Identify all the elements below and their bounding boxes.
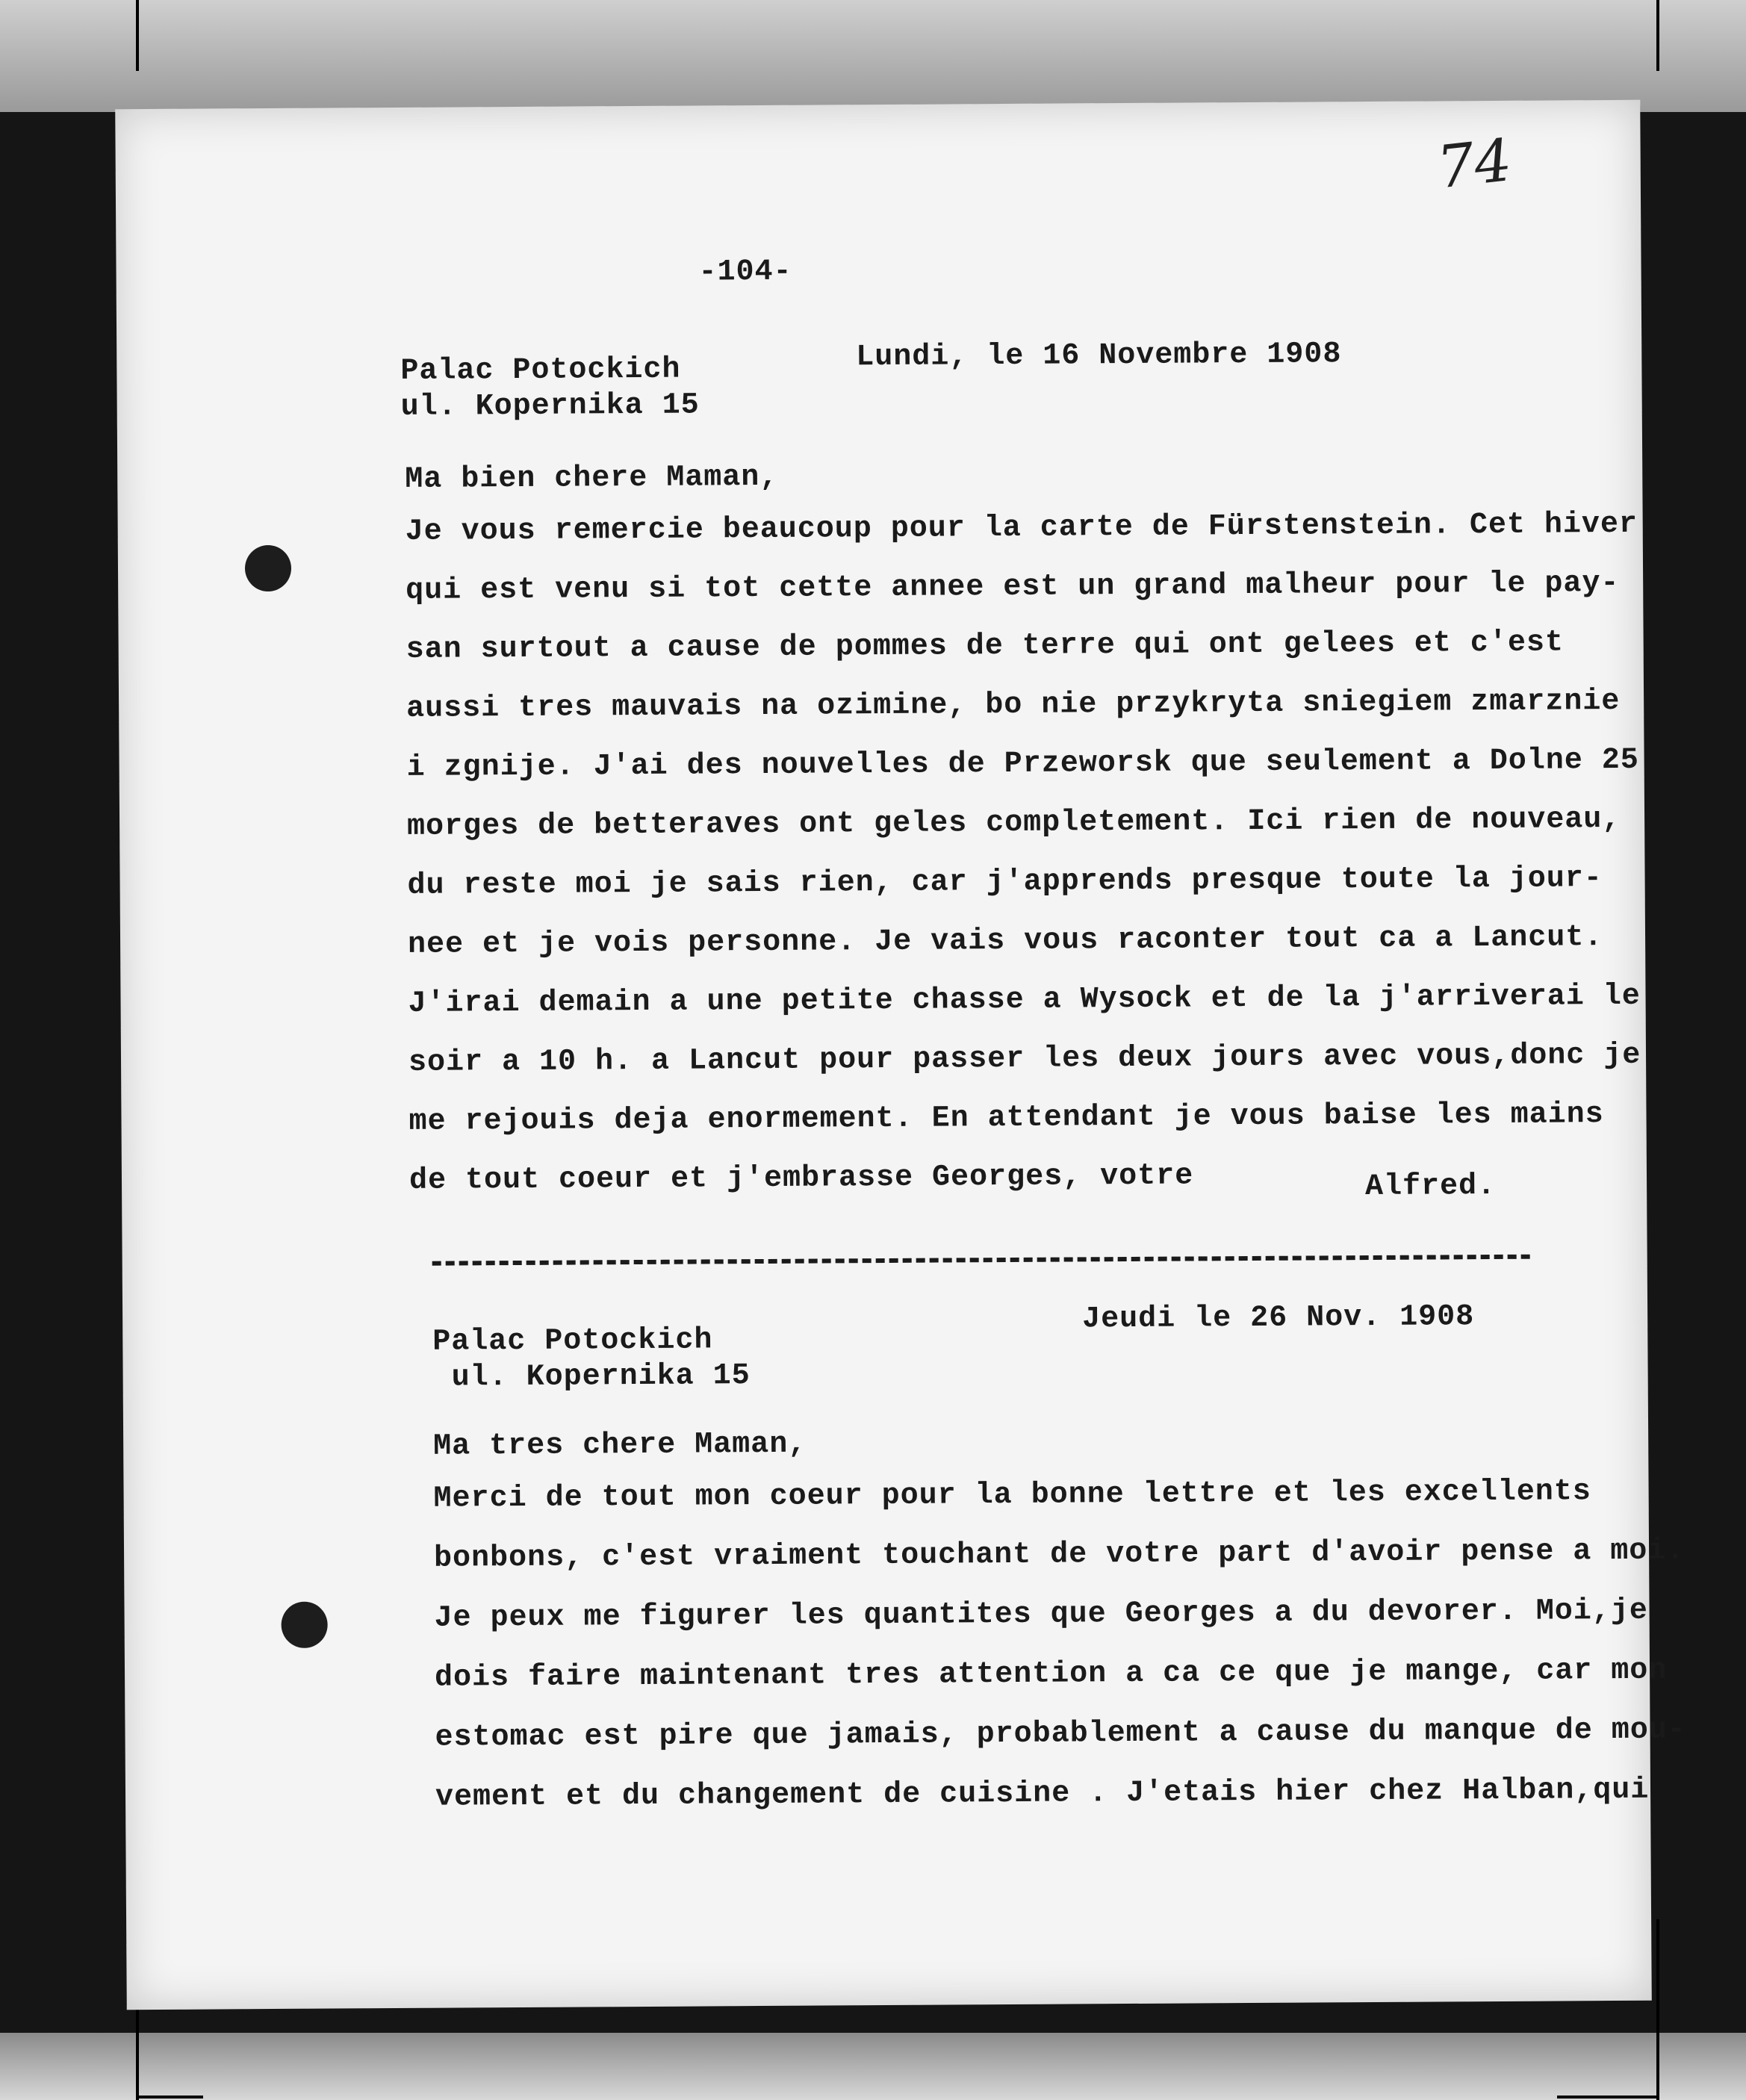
letter1-line: qui est venu si tot cette annee est un grand malheur pour le pay- — [406, 566, 1620, 608]
punch-hole-top — [245, 545, 291, 591]
letter1-line: i zgnije. J'ai des nouvelles de Przeworsk que seulement a Dolne 25 — [406, 743, 1640, 785]
archive-number: 74 — [1434, 126, 1515, 202]
letter2-line: dois faire maintenant tres attention a ca ce que je mange, car mon — [434, 1653, 1668, 1695]
letter2-salutation: Ma tres chere Maman, — [433, 1427, 807, 1464]
letter1-signature: Alfred. — [1364, 1169, 1497, 1205]
letter1-line: aussi tres mauvais na ozimine, bo nie przykryta sniegiem zmarznie — [406, 684, 1621, 726]
crop-mark-bottom-left-h — [136, 2096, 203, 2099]
letter1-address-line2: ul. Kopernika 15 — [400, 388, 700, 424]
letter1-line: de tout coeur et j'embrasse Georges, votre — [408, 1159, 1194, 1198]
crop-mark-top-left — [136, 0, 139, 71]
letter1-line: morges de betteraves ont geles completement. Ici rien de nouveau, — [406, 802, 1621, 844]
letter2-line: Je peux me figurer les quantites que Georges a du devorer. Moi,je — [434, 1594, 1648, 1635]
letter1-line: J'irai demain a une petite chasse a Wysock et de la j'arriverai le — [408, 979, 1641, 1021]
letter2-line: vement et du changement de cuisine . J'etais hier chez Halban,qui — [435, 1773, 1650, 1815]
crop-mark-bottom-right-h — [1557, 2096, 1659, 2099]
letter2-line: bonbons, c'est vraiment touchant de votre part d'avoir pense a moi. — [433, 1534, 1686, 1576]
crop-mark-bottom-right — [1656, 1919, 1659, 2100]
page-number: -104- — [698, 255, 792, 290]
letter1-line: me rejouis deja enormement. En attendant je vous baise les mains — [408, 1098, 1604, 1139]
letter1-salutation: Ma bien chere Maman, — [405, 460, 779, 497]
letter1-date: Lundi, le 16 Novembre 1908 — [856, 338, 1342, 375]
letter1-line: nee et je vois personne. Je vais vous raconter tout ca a Lancut. — [407, 921, 1603, 962]
letter1-line: du reste moi je sais rien, car j'apprends presque toute la jour- — [407, 862, 1603, 903]
punch-hole-bottom — [281, 1602, 327, 1648]
scanner-bottom-light — [0, 2033, 1746, 2100]
letter2-address-line2: ul. Kopernika 15 — [451, 1359, 751, 1395]
letter1-line: soir a 10 h. a Lancut pour passer les deux jours avec vous,donc je — [408, 1038, 1641, 1080]
document-page — [115, 100, 1686, 2010]
letter1-line: san surtout a cause de pommes de terre qui ont gelees et c'est — [406, 626, 1565, 667]
scanner-top-light — [0, 0, 1746, 112]
letter1-line: Je vous remercie beaucoup pour la carte de Fürstenstein. Cet hiver — [405, 507, 1638, 549]
letter2-line: Merci de tout mon coeur pour la bonne lettre et les excellents — [433, 1475, 1591, 1516]
letter1-address-line1: Palac Potockich — [400, 352, 681, 388]
letter2-date: Jeudi le 26 Nov. 1908 — [1082, 1300, 1475, 1337]
letter2-line: estomac est pire que jamais, probablement a cause du manque de mou- — [435, 1713, 1686, 1755]
crop-mark-top-right — [1656, 0, 1659, 71]
letter2-address-line1: Palac Potockich — [432, 1323, 713, 1359]
letter-divider — [432, 1255, 1530, 1266]
